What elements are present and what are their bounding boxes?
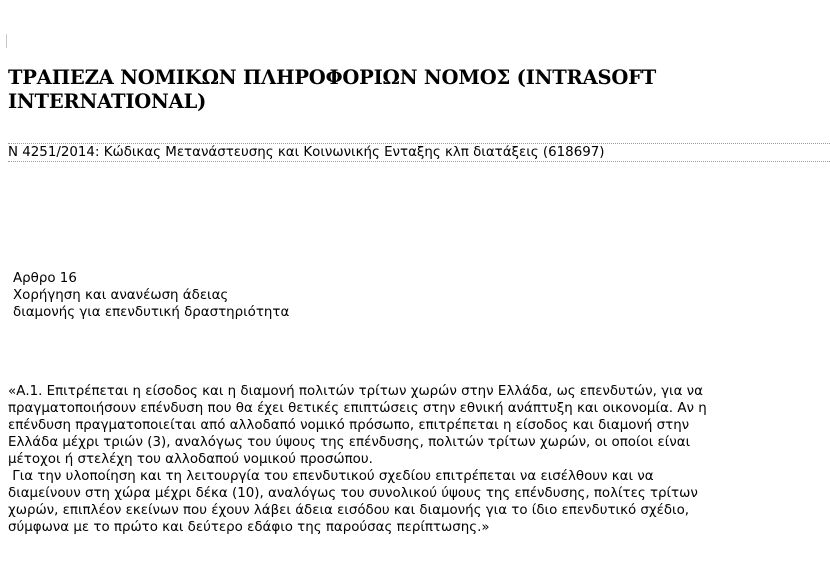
law-reference: Ν 4251/2014: Κώδικας Μετανάστευσης και Κοινωνικής Ενταξης κλπ διατάξεις (618697) [8,143,830,162]
paragraph-line: διαμείνουν στη χώρα μέχρι δέκα (10), αναλόγως του συνολικού ύψους της επένδυσης, πολίτες τρίτων [8,486,698,501]
paragraph-line: «Α.1. Επιτρέπεται η είσοδος και η διαμονή πολιτών τρίτων χωρών στην Ελλάδα, ως επενδυτών, για να [8,384,703,399]
paragraph-line: χωρών, επιπλέον εκείνων που έχουν λάβει άδεια εισόδου και διαμονής για το ίδιο επενδυτικό σχέδιο, [8,503,690,518]
page-corner-mark [6,34,7,48]
paragraph-line: σύμφωνα με το πρώτο και δεύτερο εδάφιο της παρούσας περίπτωσης.» [8,520,490,535]
article-heading-line: διαμονής για επενδυτική δραστηριότητα [13,305,290,320]
article-heading-line: Χορήγηση και ανανέωση άδειας [13,288,229,303]
paragraph-line: επένδυση πραγματοποιείται από αλλοδαπό νομικό πρόσωπο, επιτρέπεται η είσοδος και διαμονή στην [8,418,690,433]
paragraph-line: Ελλάδα μέχρι τριών (3), αναλόγως του ύψους της επένδυσης, πολιτών τρίτων χωρών, οι οποίοι είναι [8,435,691,450]
article-header [13,270,513,321]
paragraph-line: πραγματοποιήσουν επένδυση που θα έχει θετικές επιπτώσεις στην εθνική ανάπτυξη και οικονομία. Αν η [8,401,707,416]
document-title: ΤΡΑΠΕΖΑ ΝΟΜΙΚΩΝ ΠΛΗΡΟΦΟΡΙΩΝ ΝΟΜΟΣ (INTRASOFT INTERNATIONAL) [8,66,657,113]
paragraph-line: μέτοχοι ή στελέχη του αλλοδαπού νομικού προσώπου. [8,452,373,467]
paragraph-line: Για την υλοποίηση και τη λειτουργία του επενδυτικού σχεδίου επιτρέπεται να εισέλθουν και να [8,469,654,484]
article-paragraph [8,383,828,536]
article-number: Αρθρο 16 [13,271,77,286]
